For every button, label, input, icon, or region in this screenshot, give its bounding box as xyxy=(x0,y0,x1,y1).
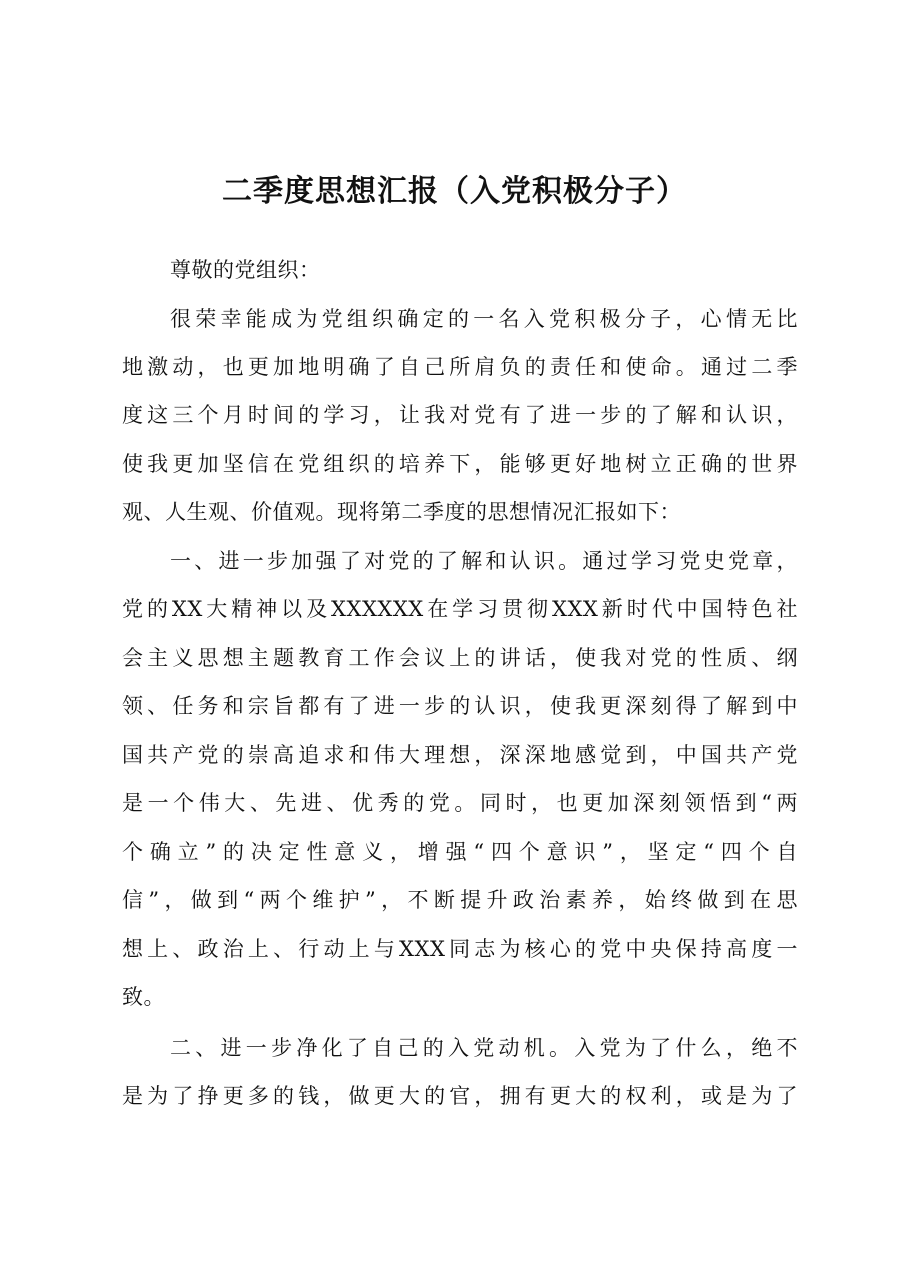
text-line: 使我更加坚信在党组织的培养下，能够更好地树立正确的世界 xyxy=(122,452,798,476)
text-line: 想上、政治上、行动上与XXX同志为核心的党中央保持高度一 xyxy=(122,937,798,961)
text-line: 会主义思想主题教育工作会议上的讲话，使我对党的性质、纲 xyxy=(122,646,798,670)
text-line: 是为了挣更多的钱，做更大的官，拥有更大的权利，或是为了 xyxy=(122,1084,798,1108)
text-line: 致。 xyxy=(122,985,165,1009)
text-line: 一、进一步加强了对党的了解和认识。通过学习党史党章， xyxy=(170,549,798,573)
text-line: 度这三个月时间的学习，让我对党有了进一步的了解和认识， xyxy=(122,403,798,427)
text-line: 领、任务和宗旨都有了进一步的认识，使我更深刻得了解到中 xyxy=(122,694,798,718)
text-line: 是一个伟大、先进、优秀的党。同时，也更加深刻领悟到“两 xyxy=(122,791,798,815)
text-line: 二、进一步净化了自己的入党动机。入党为了什么，绝不 xyxy=(170,1036,798,1060)
text-line: 国共产党的崇高追求和伟大理想，深深地感觉到，中国共产党 xyxy=(122,743,798,767)
document-title: 二季度思想汇报（入党积极分子） xyxy=(222,174,687,209)
text-line: 观、人生观、价值观。现将第二季度的思想情况汇报如下： xyxy=(122,500,681,524)
text-line: 很荣幸能成为党组织确定的一名入党积极分子，心情无比 xyxy=(170,307,798,331)
text-line: 地激动，也更加地明确了自己所肩负的责任和使命。通过二季 xyxy=(122,355,798,379)
text-line: 信”，做到“两个维护”，不断提升政治素养，始终做到在思 xyxy=(122,888,798,912)
text-line: 党的XX大精神以及XXXXXX在学习贯彻XXX新时代中国特色社 xyxy=(122,597,798,621)
salutation: 尊敬的党组织： xyxy=(170,258,321,282)
text-line: 个确立”的决定性意义，增强“四个意识”，坚定“四个自 xyxy=(122,840,798,864)
